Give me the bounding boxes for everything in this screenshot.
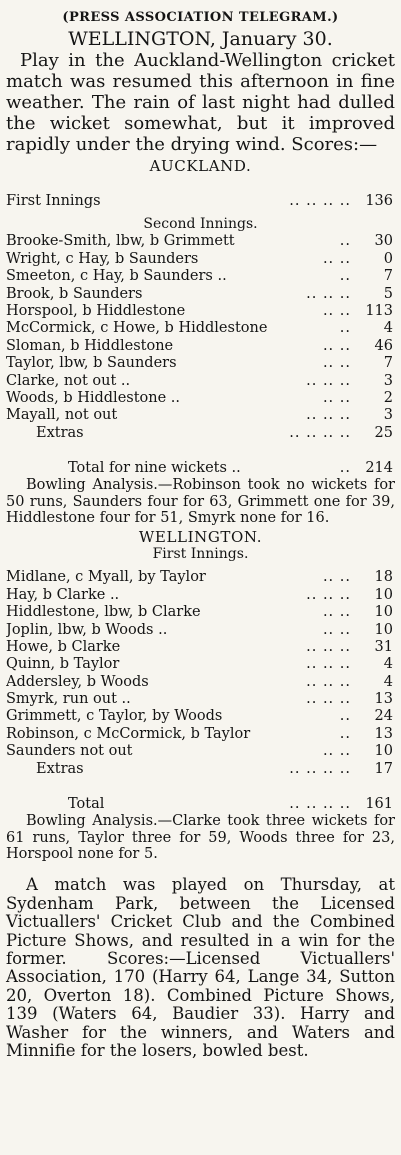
batsman-score: 30: [374, 233, 393, 250]
lead-paragraph: Play in the Auckland-Wellington cricket match was resumed this afternoon in fine weather. The rain of last night had dulled the wicket somewhat, but it improved rapidly under the drying wind. Scores:—: [6, 50, 395, 155]
batsman-name: Robinson, c McCormick, b Taylor: [6, 725, 251, 742]
batsman-row: [6, 726, 395, 743]
batsman-name: Mayall, not out: [6, 407, 118, 424]
batsman-row: [6, 587, 395, 604]
row-dots: .. .. ..: [306, 285, 351, 302]
bowling-analysis-auckland: Bowling Analysis.—Robinson took no wickets for 50 runs, Saunders four for 63, Grimmett one for 39, Hiddlestone four for 51, Smyrk none for 16.: [6, 477, 395, 527]
batsman-score: 10: [374, 604, 393, 621]
batsman-row: [6, 639, 395, 656]
batsman-score: 18: [374, 569, 393, 586]
wellington-batting-list: [6, 569, 395, 778]
batsman-score: 10: [374, 621, 393, 638]
batsman-name: Hay, b Clarke ..: [6, 586, 120, 603]
row-dots: .. .. ..: [306, 586, 351, 603]
batsman-score: 2: [383, 389, 393, 406]
row-dots: .. ..: [322, 389, 351, 406]
batsman-name: Saunders not out: [6, 743, 133, 760]
batsman-score: 3: [383, 372, 393, 389]
total-label: Total for nine wickets ..: [68, 460, 241, 477]
row-dots: .. .. ..: [306, 673, 351, 690]
batsman-row: [6, 674, 395, 691]
batsman-row: [6, 355, 395, 372]
wire-header: (PRESS ASSOCIATION TELEGRAM.): [62, 10, 339, 25]
batsman-score: 7: [383, 268, 393, 285]
row-dots: .. ..: [322, 743, 351, 760]
batsman-name: Joplin, lbw, b Woods ..: [6, 621, 168, 638]
batsman-score: 4: [383, 320, 393, 337]
batsman-score: 10: [374, 586, 393, 603]
batsman-row: [6, 407, 395, 424]
row-name: First Innings: [6, 193, 101, 209]
extras-row: [6, 761, 395, 778]
batsman-score: 10: [374, 743, 393, 760]
batsman-row: [6, 708, 395, 725]
row-dots: .. ..: [322, 604, 351, 621]
batsman-name: Midlane, c Myall, by Taylor: [6, 569, 206, 586]
row-dots: ..: [339, 708, 351, 725]
batsman-row: [6, 691, 395, 708]
row-dots: .. ..: [322, 302, 351, 319]
row-dots: ..: [339, 460, 351, 477]
row-dots: .. ..: [322, 337, 351, 354]
batsman-row: [6, 338, 395, 355]
row-dots: .. .. .. ..: [289, 796, 351, 813]
batsman-row: [6, 286, 395, 303]
row-dots: .. .. ..: [306, 656, 351, 673]
total-score: 161: [365, 796, 393, 813]
row-dots: .. .. .. ..: [289, 424, 351, 441]
row-dots: ..: [339, 268, 351, 285]
row-dots: .. .. ..: [306, 372, 351, 389]
batsman-row: [6, 656, 395, 673]
bowling-analysis-wellington: Bowling Analysis.—Clarke took three wickets for 61 runs, Taylor three for 59, Woods three for 23, Horspool none for 5.: [6, 813, 395, 863]
row-dots: ..: [339, 233, 351, 250]
extras-row: [6, 425, 395, 442]
batsman-name: Horspool, b Hiddlestone: [6, 302, 186, 319]
batsman-row: [6, 622, 395, 639]
row-dots: .. .. .. ..: [289, 193, 351, 209]
batsman-score: 7: [383, 355, 393, 372]
batsman-row: [6, 569, 395, 586]
innings-subheading: Second Innings.: [143, 216, 258, 233]
batsman-name: Hiddlestone, lbw, b Clarke: [6, 604, 201, 621]
batsman-score: 4: [383, 656, 393, 673]
batsman-name: Clarke, not out ..: [6, 372, 131, 389]
batsman-name: Wright, c Hay, b Saunders: [6, 250, 199, 267]
innings-subheading: First Innings.: [152, 546, 249, 563]
batsman-row: [6, 743, 395, 760]
total-row: [6, 796, 395, 813]
row-dots: .. .. ..: [306, 638, 351, 655]
batsman-score: 24: [374, 708, 393, 725]
extras-label: Extras: [36, 760, 84, 777]
total-score: 214: [365, 460, 393, 477]
batsman-score: 13: [374, 691, 393, 708]
extras-score: 25: [374, 424, 393, 441]
team-heading-auckland: AUCKLAND.: [149, 157, 252, 175]
batsman-score: 13: [374, 725, 393, 742]
batsman-row: [6, 320, 395, 337]
batsman-name: Addersley, b Woods: [6, 673, 149, 690]
row-dots: ..: [339, 320, 351, 337]
batsman-name: Grimmett, c Taylor, by Woods: [6, 708, 223, 725]
first-innings-row: [6, 193, 395, 210]
row-dots: .. ..: [322, 569, 351, 586]
row-dots: .. .. .. ..: [289, 760, 351, 777]
club-match-paragraph: A match was played on Thursday, at Sydenham Park, between the Licensed Victuallers' Cricket Club and the Combined Picture Shows, and resulted in a win for the former. Scores:—Licensed Victuallers' Association, 170 (Harry 64, Lange 34, Sutton 20, Overton 18). Combined Picture Shows, 139 (Waters 64, Baudier 33). Harry and Washer for the winners, and Waters and Minnifie for the losers, bowled best.: [6, 875, 395, 1060]
row-dots: .. .. ..: [306, 407, 351, 424]
batsman-row: [6, 303, 395, 320]
batsman-score: 4: [383, 673, 393, 690]
team-heading-wellington: WELLINGTON.: [138, 528, 263, 547]
dateline: WELLINGTON, January 30.: [68, 28, 333, 50]
batsman-score: 0: [383, 250, 393, 267]
auckland-batting-list: [6, 233, 395, 442]
batsman-score: 5: [383, 285, 393, 302]
row-dots: .. ..: [322, 355, 351, 372]
row-dots: .. ..: [322, 250, 351, 267]
total-row: [6, 460, 395, 477]
row-dots: .. .. ..: [306, 691, 351, 708]
batsman-name: Quinn, b Taylor: [6, 656, 120, 673]
batsman-row: [6, 233, 395, 250]
batsman-name: Smyrk, run out ..: [6, 691, 131, 708]
batsman-row: [6, 604, 395, 621]
batsman-row: [6, 251, 395, 268]
batsman-name: Sloman, b Hiddlestone: [6, 337, 174, 354]
batsman-name: Woods, b Hiddlestone ..: [6, 389, 181, 406]
batsman-name: Howe, b Clarke: [6, 638, 121, 655]
batsman-name: Smeeton, c Hay, b Saunders ..: [6, 268, 227, 285]
batsman-score: 3: [383, 407, 393, 424]
batsman-name: Taylor, lbw, b Saunders: [6, 355, 177, 372]
batsman-score: 31: [374, 638, 393, 655]
batsman-row: [6, 268, 395, 285]
batsman-name: McCormick, c Howe, b Hiddlestone: [6, 320, 268, 337]
row-score: 136: [365, 193, 393, 209]
batsman-score: 46: [374, 337, 393, 354]
row-dots: ..: [339, 725, 351, 742]
extras-score: 17: [374, 760, 393, 777]
batsman-name: Brooke-Smith, lbw, b Grimmett: [6, 233, 235, 250]
batsman-name: Brook, b Saunders: [6, 285, 143, 302]
batsman-score: 113: [365, 302, 393, 319]
row-dots: .. ..: [322, 621, 351, 638]
extras-label: Extras: [36, 424, 84, 441]
total-label: Total: [68, 796, 105, 813]
batsman-row: [6, 373, 395, 390]
batsman-row: [6, 390, 395, 407]
